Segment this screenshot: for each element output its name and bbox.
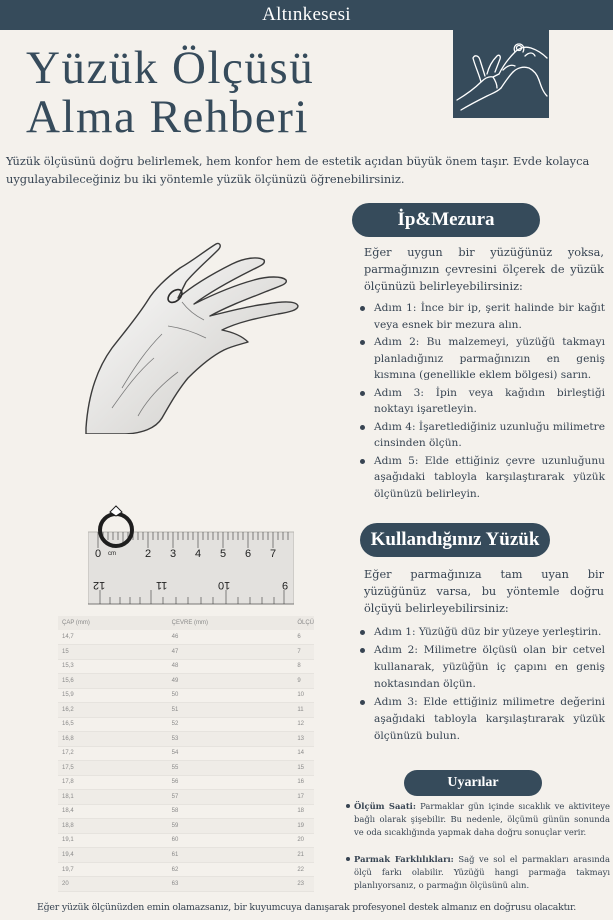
table-row xyxy=(58,746,314,761)
ruler-number: 5 xyxy=(220,548,227,560)
cell-diameter: 15,6 xyxy=(58,674,168,689)
cell-diameter: 17,8 xyxy=(58,775,168,790)
cell-circumference: 55 xyxy=(168,761,294,776)
table-row xyxy=(58,732,314,747)
cell-diameter: 18,1 xyxy=(58,790,168,805)
cell-size: 15 xyxy=(293,761,314,776)
ruler-number: 2 xyxy=(145,548,152,560)
cell-diameter: 15,9 xyxy=(58,688,168,703)
intro-paragraph: Yüzük ölçüsünü doğru belirlemek, hem konfor hem de estetik açıdan büyük önem taşır. Evde kolayca uygulayabileceğiniz bu iki yöntemle yüzük ölçünüzü öğrenebilirsiniz. xyxy=(6,154,590,186)
table-row xyxy=(58,630,314,645)
cell-diameter: 15 xyxy=(58,645,168,660)
table-row xyxy=(58,674,314,689)
ruler-number: 9 xyxy=(282,579,289,591)
warning-item xyxy=(344,853,610,892)
hand-ring-illustration-icon xyxy=(453,30,549,118)
cell-size: 22 xyxy=(293,862,314,877)
brand-header: Altınkesesi xyxy=(0,0,613,30)
ruler-number: 11 xyxy=(156,579,168,591)
cell-size: 9 xyxy=(293,674,314,689)
table-row xyxy=(58,775,314,790)
method1-step: Adım 5: Elde ettiğiniz çevre uzunluğunu aşağıdaki tabloyla karşılaştırarak yüzük ölçünüzü belirleyin. xyxy=(360,453,605,503)
cell-diameter: 18,8 xyxy=(58,819,168,834)
cell-size: 13 xyxy=(293,732,314,747)
cell-diameter: 17,2 xyxy=(58,746,168,761)
cell-circumference: 62 xyxy=(168,862,294,877)
method2-step: Adım 3: Elde ettiğiniz milimetre değerini aşağıdaki tabloyla karşılaştırarak yüzük ölçünüzü bulun. xyxy=(360,694,605,745)
cell-circumference: 61 xyxy=(168,848,294,863)
cell-diameter: 18,4 xyxy=(58,804,168,819)
section-title-existing-ring: Kullandığınız Yüzük xyxy=(360,523,550,557)
column-header-size: ÖLÇÜ xyxy=(293,616,314,630)
cell-circumference: 51 xyxy=(168,703,294,718)
cell-circumference: 58 xyxy=(168,804,294,819)
cell-circumference: 53 xyxy=(168,732,294,747)
cell-size: 17 xyxy=(293,790,314,805)
warning-label: Parmak Farklılıkları: xyxy=(354,854,454,864)
method2-step: Adım 1: Yüzüğü düz bir yüzeye yerleştirin. xyxy=(360,624,605,641)
cell-size: 23 xyxy=(293,877,314,892)
cell-size: 11 xyxy=(293,703,314,718)
footer-note: Eğer yüzük ölçünüzden emin olamazsanız, bir kuyumcuya danışarak profesyonel destek almanız en doğrusu olacaktır. xyxy=(36,902,577,913)
table-row xyxy=(58,645,314,660)
ruler-number: 6 xyxy=(245,548,252,560)
table-header-row xyxy=(58,616,314,630)
cell-circumference: 59 xyxy=(168,819,294,834)
warning-label: Ölçüm Saati: xyxy=(354,801,416,811)
cell-size: 19 xyxy=(293,819,314,834)
hand-drawing xyxy=(82,238,302,434)
cell-size: 18 xyxy=(293,804,314,819)
table-row xyxy=(58,659,314,674)
warning-item xyxy=(344,800,610,839)
table-row xyxy=(58,877,314,892)
method1-step: Adım 3: İpin veya kağıdın birleştiği noktayı işaretleyin. xyxy=(360,385,605,418)
cell-diameter: 16,5 xyxy=(58,717,168,732)
table-row xyxy=(58,790,314,805)
ruler-number: 4 xyxy=(195,548,202,560)
warning-text: Sağ ve sol el parmakları arasında ölçü farkı olabilir. Yüzüğü hangi parmağa takmayı planlıyorsanız, o parmağın ölçüsünü alın. xyxy=(354,854,611,890)
table-row xyxy=(58,761,314,776)
cell-diameter: 19,4 xyxy=(58,848,168,863)
ruler-number: 10 xyxy=(218,579,231,591)
cell-size: 7 xyxy=(293,645,314,660)
cell-size: 14 xyxy=(293,746,314,761)
cell-size: 21 xyxy=(293,848,314,863)
table-row xyxy=(58,862,314,877)
cell-size: 12 xyxy=(293,717,314,732)
cell-diameter: 20 xyxy=(58,877,168,892)
cell-size: 6 xyxy=(293,630,314,645)
cell-diameter: 17,5 xyxy=(58,761,168,776)
cell-circumference: 60 xyxy=(168,833,294,848)
cell-circumference: 49 xyxy=(168,674,294,689)
table-row xyxy=(58,833,314,848)
table-row xyxy=(58,804,314,819)
cell-diameter: 14,7 xyxy=(58,630,168,645)
ruler-unit-label: cm xyxy=(108,551,116,557)
cell-circumference: 46 xyxy=(168,630,294,645)
ruler-number: 12 xyxy=(93,579,106,591)
warning-text: Parmaklar gün içinde sıcaklık ve aktiviteye bağlı olarak şişebilir. Bu nedenle, ölçümü günün sonunda ve oda sıcaklığında yapmak daha doğru sonuçlar verir. xyxy=(354,801,610,837)
cell-circumference: 57 xyxy=(168,790,294,805)
cell-size: 20 xyxy=(293,833,314,848)
cell-circumference: 52 xyxy=(168,717,294,732)
table-row xyxy=(58,717,314,732)
method2-step: Adım 2: Milimetre ölçüsü olan bir cetvel kullanarak, yüzüğün iç çapını en geniş noktasından ölçün. xyxy=(360,642,605,693)
page-title-line1: Yüzük Ölçüsü xyxy=(26,42,315,94)
method2-steps xyxy=(360,624,605,746)
cell-diameter: 15,3 xyxy=(58,659,168,674)
cell-circumference: 50 xyxy=(168,688,294,703)
column-header-diameter: ÇAP (mm) xyxy=(58,616,168,630)
cell-circumference: 48 xyxy=(168,659,294,674)
cell-circumference: 54 xyxy=(168,746,294,761)
page-title xyxy=(26,44,314,142)
method1-step: Adım 1: İnce bir ip, şerit halinde bir kağıt veya esnek bir mezura alın. xyxy=(360,300,605,333)
cell-circumference: 63 xyxy=(168,877,294,892)
method1-step: Adım 4: İşaretlediğiniz uzunluğu milimetre cinsinden ölçün. xyxy=(360,419,605,452)
section-title-warnings: Uyarılar xyxy=(404,770,542,796)
cell-size: 10 xyxy=(293,688,314,703)
cell-diameter: 19,7 xyxy=(58,862,168,877)
table-row xyxy=(58,848,314,863)
cell-diameter: 16,8 xyxy=(58,732,168,747)
ring-size-table xyxy=(58,616,314,892)
table-row xyxy=(58,819,314,834)
cell-diameter: 16,2 xyxy=(58,703,168,718)
table-row xyxy=(58,688,314,703)
ring-on-ruler-illustration xyxy=(88,504,294,606)
cell-diameter: 19,1 xyxy=(58,833,168,848)
section-title-string-tape: İp&Mezura xyxy=(352,203,540,237)
column-header-circumference: ÇEVRE (mm) xyxy=(168,616,294,630)
cell-circumference: 47 xyxy=(168,645,294,660)
method2-intro: Eğer parmağınıza tam uyan bir yüzüğünüz varsa, bu yöntemle doğru ölçüyü belirleyebilirsiniz: xyxy=(364,568,604,615)
cell-size: 8 xyxy=(293,659,314,674)
method1-steps xyxy=(360,300,605,503)
page-title-line2: Alma Rehberi xyxy=(26,91,309,143)
warnings-list xyxy=(344,800,610,892)
ruler-bottom-numbers xyxy=(88,579,294,593)
ruler-number: 3 xyxy=(170,548,177,560)
cell-size: 16 xyxy=(293,775,314,790)
ruler-top-numbers xyxy=(88,548,294,562)
table-row xyxy=(58,703,314,718)
cell-circumference: 56 xyxy=(168,775,294,790)
method1-step: Adım 2: Bu malzemeyi, yüzüğü takmayı planladığınız parmağınızın en geniş kısmına (genellikle eklem bölgesi) sarın. xyxy=(360,334,605,384)
ruler-number: 7 xyxy=(270,548,277,560)
method1-intro: Eğer uygun bir yüzüğünüz yoksa, parmağınızın çevresini ölçerek de yüzük ölçünüzü belirleyebilirsiniz: xyxy=(364,246,604,293)
ruler-number: 0 xyxy=(95,548,102,560)
